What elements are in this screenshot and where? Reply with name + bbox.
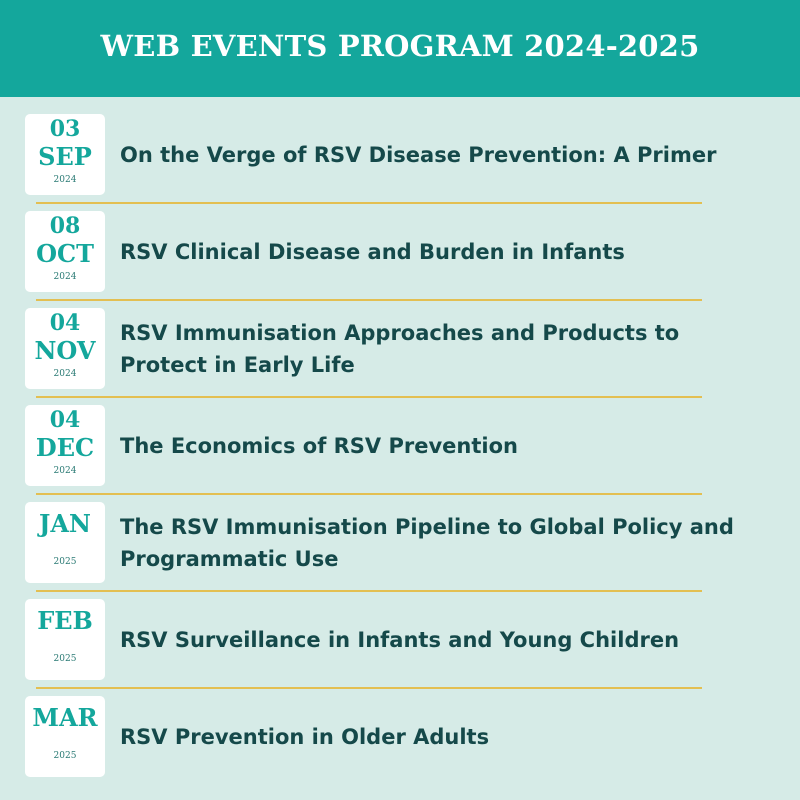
date-badge	[25, 502, 105, 583]
divider	[36, 687, 702, 689]
date-day: 03	[49, 116, 81, 142]
date-month: JAN	[39, 509, 91, 538]
date-year: 2025	[53, 654, 77, 664]
divider	[36, 493, 702, 495]
event-item	[0, 308, 800, 405]
event-title: The RSV Immunisation Pipeline to Global Policy and Programmatic Use	[120, 514, 734, 571]
date-badge	[25, 599, 105, 680]
event-title: RSV Clinical Disease and Burden in Infants	[120, 239, 625, 264]
event-item	[0, 696, 800, 793]
event-item	[0, 405, 800, 502]
event-title: On the Verge of RSV Disease Prevention: A Primer	[120, 142, 717, 167]
date-month: FEB	[37, 606, 93, 635]
divider	[36, 299, 702, 301]
event-list	[0, 114, 800, 793]
date-month: OCT	[36, 239, 94, 268]
date-year: 2024	[53, 175, 77, 185]
date-month: DEC	[35, 433, 95, 462]
event-title: RSV Surveillance in Infants and Young Children	[120, 627, 680, 652]
date-year: 2024	[53, 272, 77, 282]
header-banner	[0, 0, 800, 97]
event-item	[0, 114, 800, 211]
date-day: 08	[49, 213, 81, 239]
date-day: 04	[49, 407, 81, 433]
date-badge	[25, 405, 105, 486]
event-title: The Economics of RSV Prevention	[120, 433, 518, 458]
divider	[36, 590, 702, 592]
event-title: RSV Prevention in Older Adults	[120, 724, 490, 749]
date-badge	[25, 114, 105, 195]
date-badge	[25, 308, 105, 389]
date-day: 04	[49, 310, 81, 336]
date-month: MAR	[32, 703, 98, 732]
date-year: 2025	[53, 751, 77, 761]
date-month: SEP	[38, 142, 92, 171]
event-item	[0, 599, 800, 696]
date-badge	[25, 211, 105, 292]
event-item	[0, 502, 800, 599]
date-badge	[25, 696, 105, 777]
divider	[36, 202, 702, 204]
event-item	[0, 211, 800, 308]
event-title: RSV Immunisation Approaches and Products to Protect in Early Life	[120, 320, 680, 377]
date-year: 2024	[53, 369, 77, 379]
date-month: NOV	[34, 336, 96, 365]
date-year: 2024	[53, 466, 77, 476]
divider	[36, 396, 702, 398]
date-year: 2025	[53, 557, 77, 567]
page-title: WEB EVENTS PROGRAM 2024-2025	[100, 28, 700, 63]
